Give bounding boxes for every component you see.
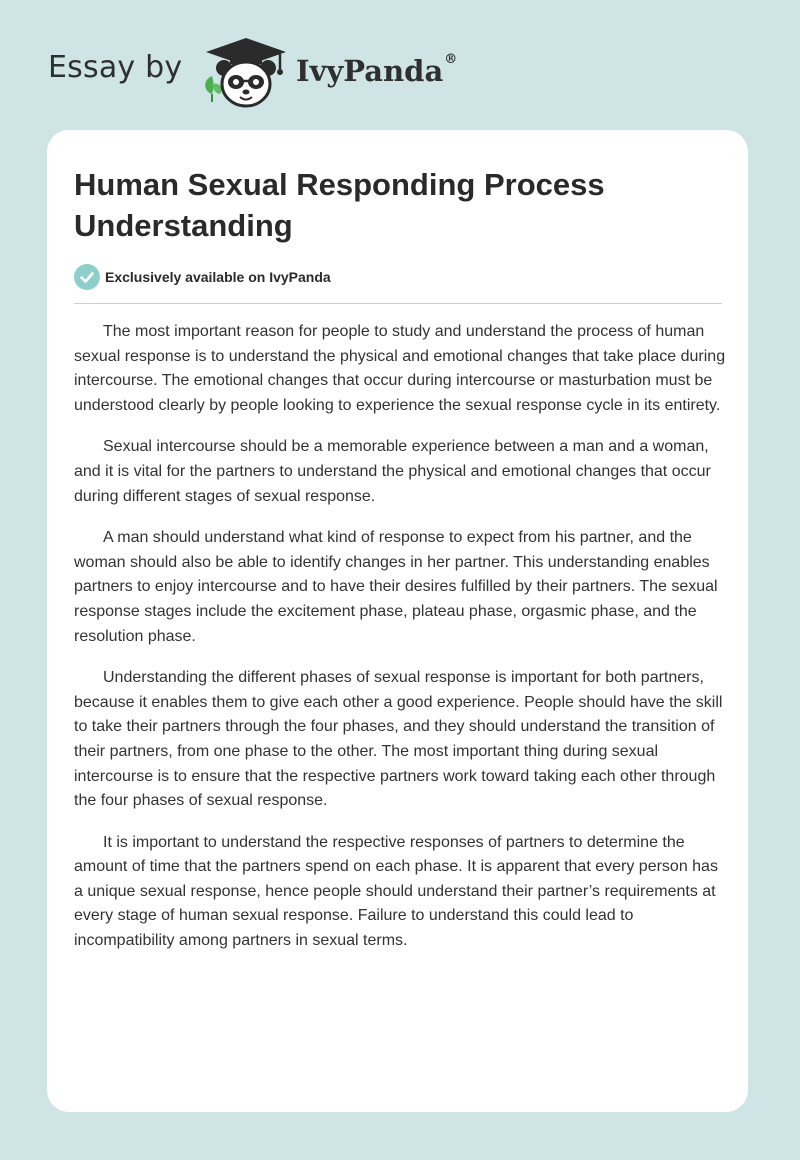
exclusive-label: Exclusively available on IvyPanda bbox=[105, 269, 331, 285]
brand-name: IvyPanda bbox=[296, 54, 444, 88]
exclusive-badge bbox=[74, 264, 331, 290]
essay-card bbox=[47, 130, 748, 1112]
paragraph: The most important reason for people to study and understand the process of human sexual response is to understand the physical and emotional changes that take place during intercourse. The emotional changes that occur during intercourse or masturbation must be understood clearly by people looking to experience the sexual response cycle in its entirety. bbox=[74, 323, 726, 414]
paragraph: Sexual intercourse should be a memorable experience between a man and a woman, and it is vital for the partners to understand the physical and emotional changes that occur during different stages of sexual response. bbox=[74, 438, 711, 505]
title-divider bbox=[74, 303, 722, 304]
essay-by-label: Essay by bbox=[48, 50, 183, 85]
paragraph: A man should understand what kind of response to expect from his partner, and the woman should also be able to identify changes in her partner. This understanding enables partners to enjoy intercourse and to have their desires fulfilled by their partners. The sexual response stages include the excitement phase, plateau phase, orgasmic phase, and the resolution phase. bbox=[74, 529, 718, 645]
paragraph: It is important to understand the respective responses of partners to determine the amount of time that the partners spend on each phase. It is apparent that every person has a unique sexual response, hence people should understand their partner’s requirements at every stage of human sexual response. Failure to understand this could lead to incompatibility among partners in sexual terms. bbox=[74, 833, 718, 950]
ivypanda-brand[interactable] bbox=[296, 54, 457, 88]
paragraph: Understanding the different phases of sexual response is important for both partners, because it enables them to give each other a good experience. People should have the skill to take their partners through the four phases, and they should understand the transition of their partners, from one phase to the other. The most important thing during sexual intercourse is to ensure that the respective partners work toward taking each other through the four phases of sexual response. bbox=[74, 669, 723, 810]
essay-title: Human Sexual Responding Process Understanding bbox=[74, 167, 605, 243]
check-circle-icon bbox=[74, 264, 100, 290]
essay-body bbox=[74, 320, 726, 971]
registered-mark: ® bbox=[444, 52, 458, 67]
site-header bbox=[0, 0, 800, 130]
panda-graduate-icon[interactable] bbox=[200, 36, 292, 110]
